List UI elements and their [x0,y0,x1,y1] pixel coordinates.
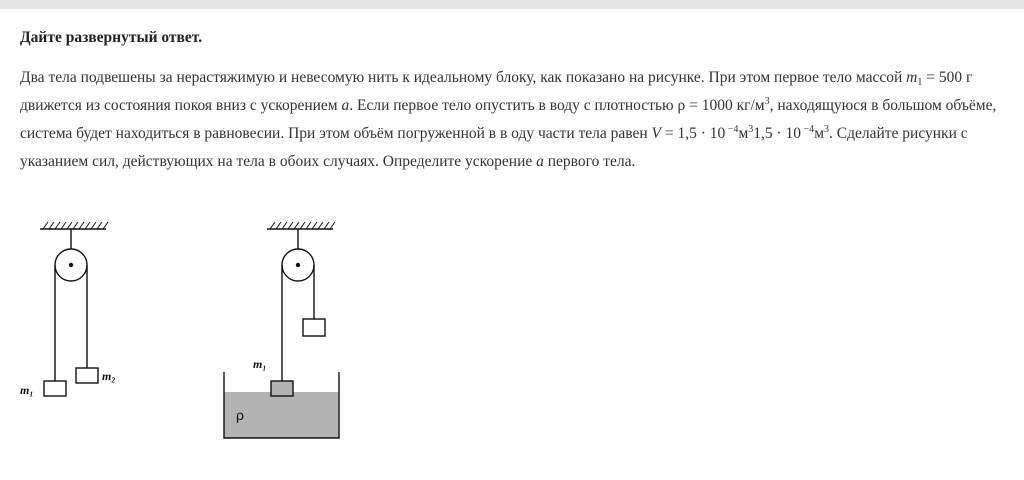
sup-3: 3 [764,96,770,107]
left-pulley-diagram [40,222,108,396]
pulley-axle [70,264,73,267]
label-rho: ρ [236,407,244,423]
exponent: −4 [725,124,739,135]
text-part: = 500 г движется из состояния покоя вниз с ускорением [20,69,973,114]
sub-1: 1 [917,77,923,88]
text-part: , находящуюся в большом объёме, система будет находиться в равновесии. При этом объём погруженной в в оду части тела равен [20,97,997,142]
text-part: . Если первое тело опустить в воду с плотностью ρ = 1000 кг/м [349,97,765,114]
text-part: = 1,5 · 10 [661,125,726,142]
sup-3: 3 [748,124,754,135]
text-part: . Сделайте рисунки с указанием сил, действующих на тела в обоих случаях. Определите ускорение [20,125,968,170]
var-v: V [651,125,662,142]
block-m2 [76,368,98,383]
text-part: Два тела подвешены за нерастяжимую и невесомую нить к идеальному блоку, как показано на рисунке. При этом первое тело массой [20,69,907,86]
label-m2-left: m₂ [102,369,116,383]
var-m: m [906,69,918,86]
task-heading: Дайте развернутый ответ. [20,29,203,46]
text-part: 1,5 · 10 [753,125,802,142]
var-a: a [341,97,350,114]
block-m2 [303,319,325,336]
pulley-axle [297,264,300,267]
label-m1-right: m₁ [253,357,267,371]
text-part: м [814,125,824,142]
ceiling-hatch [43,222,108,229]
sup-3: 3 [824,124,829,135]
text-part: первого тела. [543,153,636,170]
var-a: a [536,153,544,170]
ceiling-hatch [270,222,335,229]
exponent: −4 [801,124,815,135]
label-m1-left: m₁ [20,383,34,397]
block-m1 [44,381,66,396]
text-part: м [738,125,749,142]
block-m1 [271,381,293,396]
